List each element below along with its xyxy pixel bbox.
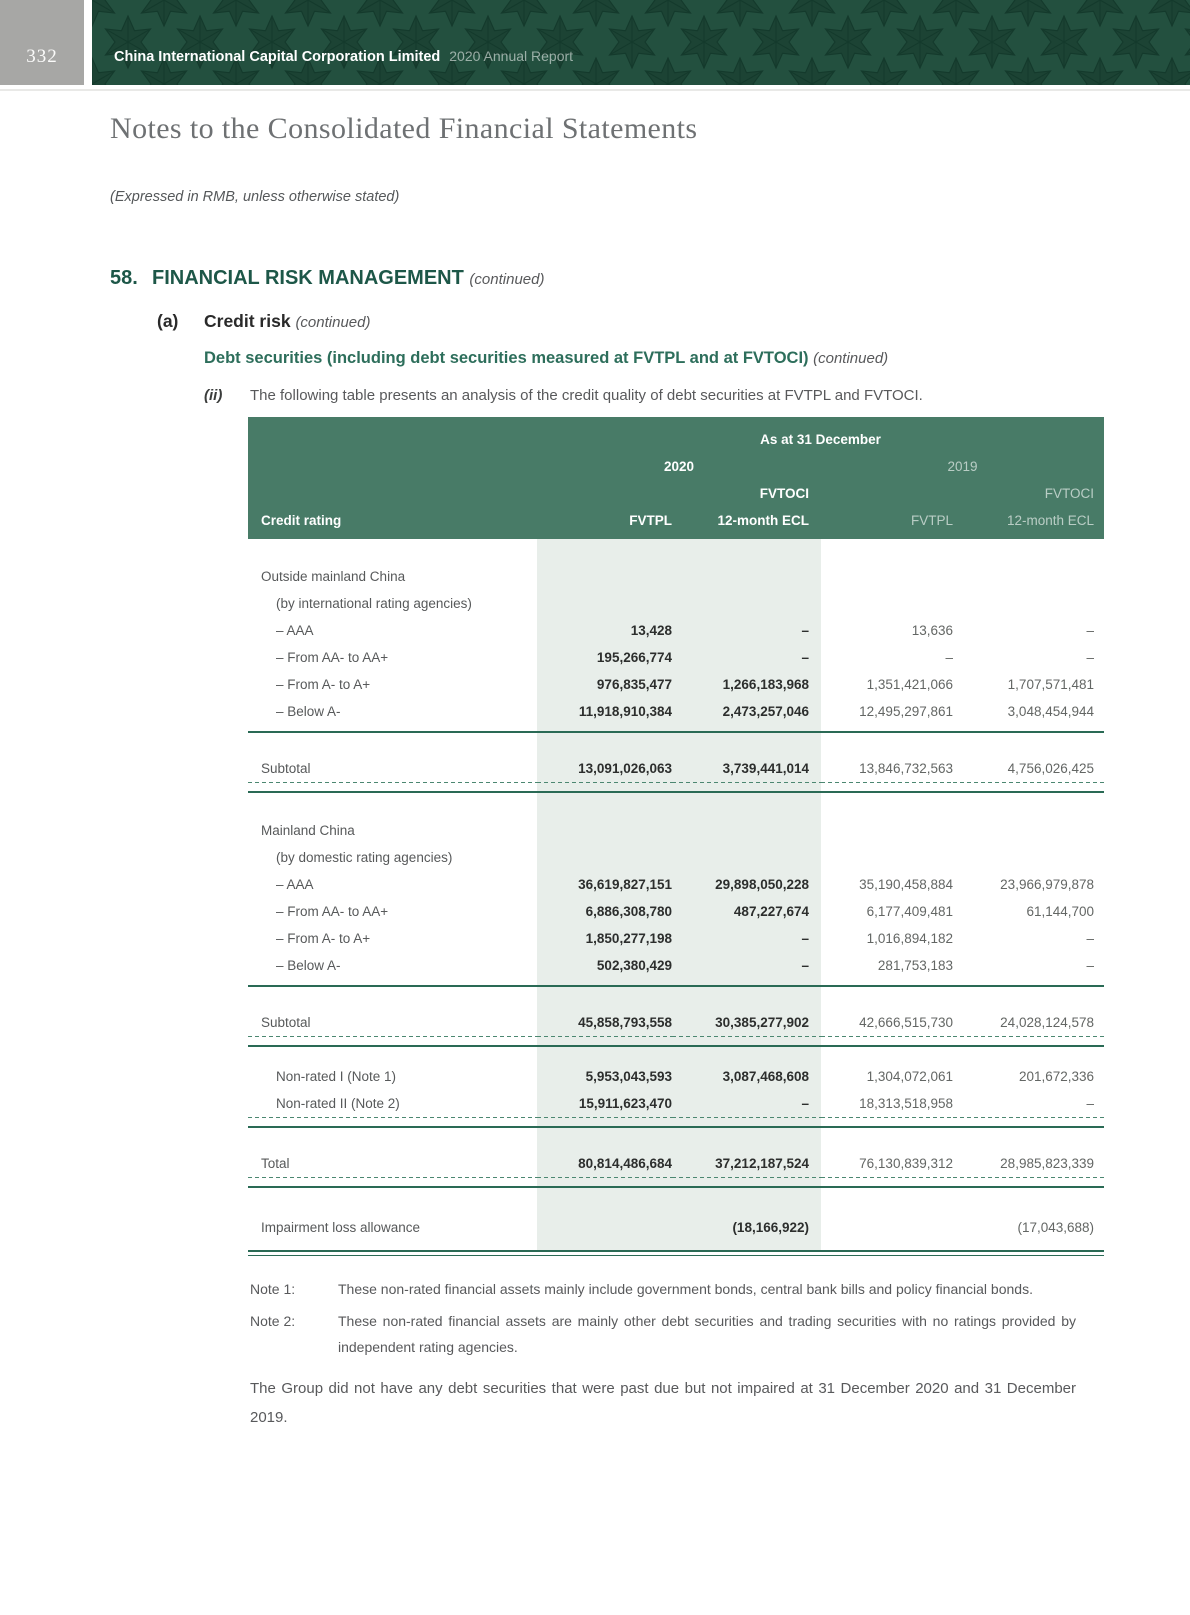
- row-value-2020-fvtpl: [537, 1187, 672, 1251]
- row-value-2020-ecl: [672, 792, 821, 844]
- table-row-below-a: [248, 952, 1104, 986]
- row-label: Total: [248, 1127, 537, 1187]
- row-value-2020-fvtpl: 502,380,429: [537, 952, 672, 986]
- table-row-subtotal: [248, 732, 1104, 792]
- page-header: [0, 0, 1190, 86]
- page-number-box: [0, 0, 84, 85]
- table-row-impairment-loss-allowance: [248, 1187, 1104, 1251]
- head-fvtoci-2020: FVTOCI: [672, 480, 821, 507]
- row-value-2020-ecl: 29,898,050,228: [715, 877, 809, 892]
- row-value-2019-fvtpl: 18,313,518,958: [821, 1090, 953, 1127]
- head-year-2019: 2019: [821, 453, 1104, 480]
- row-value-2019-fvtpl: [821, 792, 953, 844]
- report-title: 2020 Annual Report: [449, 48, 574, 64]
- row-value-2020-fvtpl: 5,953,043,593: [585, 1069, 672, 1084]
- item-ii-paragraph: [204, 387, 1190, 404]
- row-value-2019-ecl: 201,672,336: [1018, 1069, 1095, 1084]
- row-value-2019-ecl: 23,966,979,878: [1000, 877, 1095, 892]
- debt-securities-heading: [204, 349, 1190, 368]
- section-number: 58.: [110, 267, 138, 289]
- row-value-2019-ecl: –: [953, 952, 1104, 986]
- row-value-2019-ecl: 61,144,700: [1026, 904, 1095, 919]
- row-value-2020-ecl: 1,266,183,968: [722, 677, 809, 692]
- row-value-2019-fvtpl: [821, 539, 953, 590]
- company-name: China International Capital Corporation Limited: [114, 49, 441, 65]
- row-value-2020-fvtpl: 45,858,793,558: [537, 986, 672, 1046]
- row-value-2020-ecl: (18,166,922): [672, 1187, 821, 1251]
- row-value-2019-ecl: 3,048,454,944: [953, 698, 1104, 732]
- table-row-aaa: [248, 871, 1104, 898]
- debt-securities-continued: (continued): [813, 350, 889, 367]
- banner-text: [114, 48, 573, 66]
- row-value-2019-ecl: –: [1086, 931, 1095, 946]
- row-value-2019-ecl: –: [953, 1090, 1104, 1127]
- table-bottom-rule: [248, 1255, 1104, 1256]
- footnote-1: [250, 1276, 1076, 1302]
- table-row-total: [248, 1127, 1104, 1187]
- row-value-2019-ecl: 1,707,571,481: [1007, 677, 1095, 692]
- row-label: Outside mainland China: [261, 569, 406, 584]
- currency-statement: (Expressed in RMB, unless otherwise stated): [110, 189, 400, 205]
- section-heading: [110, 267, 1190, 290]
- page-number: 332: [26, 45, 58, 67]
- table-row-non-rated-i-note-1: [248, 1046, 1104, 1090]
- row-value-2019-ecl: (17,043,688): [953, 1187, 1104, 1251]
- row-value-2019-fvtpl: 13,846,732,563: [821, 732, 953, 792]
- row-value-2019-fvtpl: 1,351,421,066: [866, 677, 953, 692]
- row-label: – From AA- to AA+: [276, 904, 389, 919]
- row-value-2020-ecl: 3,087,468,608: [722, 1069, 809, 1084]
- row-value-2019-fvtpl: 1,016,894,182: [866, 931, 953, 946]
- row-value-2019-ecl: –: [1086, 650, 1095, 665]
- head-row-columns: [248, 507, 1104, 539]
- head-credit-rating: Credit rating: [248, 507, 537, 539]
- head-as-at: As at 31 December: [537, 417, 1104, 453]
- row-value-2019-fvtpl: [821, 1187, 953, 1251]
- credit-risk-title: Credit risk: [204, 311, 291, 331]
- header-banner: [92, 0, 1190, 85]
- row-value-2020-fvtpl: 13,091,026,063: [537, 732, 672, 792]
- table-row-mainland-china: [248, 792, 1104, 844]
- footnotes: [250, 1276, 1076, 1360]
- table-row-by-domestic-rating-agencies: [248, 844, 1104, 871]
- credit-table-body: [248, 539, 1104, 1251]
- table-row-below-a: [248, 698, 1104, 732]
- row-value-2020-fvtpl: 80,814,486,684: [537, 1127, 672, 1187]
- row-value-2020-ecl: –: [672, 1090, 821, 1127]
- head-row-years: [248, 453, 1104, 480]
- row-value-2020-ecl: 37,212,187,524: [672, 1127, 821, 1187]
- row-value-2020-ecl: 30,385,277,902: [672, 986, 821, 1046]
- table-row-from-aa-to-aa: [248, 898, 1104, 925]
- row-value-2019-ecl: [953, 539, 1104, 590]
- row-value-2020-ecl: 487,227,674: [733, 904, 809, 919]
- row-value-2019-fvtpl: 1,304,072,061: [866, 1069, 953, 1084]
- section-continued: (continued): [469, 271, 545, 288]
- row-label: Non-rated II (Note 2): [248, 1090, 537, 1127]
- table-row-from-a-to-a: [248, 671, 1104, 698]
- head-row-asat: [248, 417, 1104, 453]
- row-value-2019-ecl: [953, 844, 1104, 871]
- row-value-2019-fvtpl: 42,666,515,730: [821, 986, 953, 1046]
- table-row-non-rated-ii-note-2: [248, 1090, 1104, 1127]
- credit-risk-heading: [157, 311, 1190, 332]
- row-value-2019-fvtpl: 35,190,458,884: [859, 877, 953, 892]
- row-value-2019-fvtpl: 6,177,409,481: [866, 904, 953, 919]
- row-value-2019-fvtpl: 12,495,297,861: [821, 698, 953, 732]
- table-row-outside-mainland-china: [248, 539, 1104, 590]
- row-label: – Below A-: [248, 698, 537, 732]
- row-label: Impairment loss allowance: [248, 1187, 537, 1251]
- row-value-2020-fvtpl: 15,911,623,470: [537, 1090, 672, 1127]
- row-value-2020-fvtpl: 11,918,910,384: [537, 698, 672, 732]
- document-title: Notes to the Consolidated Financial Statements: [110, 112, 698, 145]
- section-title: FINANCIAL RISK MANAGEMENT: [152, 267, 464, 289]
- row-value-2019-ecl: [953, 590, 1104, 617]
- row-value-2019-fvtpl: 13,636: [911, 623, 953, 638]
- head-fvtoci-2019: FVTOCI: [953, 480, 1104, 507]
- item-ii-marker: (ii): [204, 387, 223, 404]
- row-value-2019-ecl: –: [1086, 623, 1095, 638]
- row-value-2020-fvtpl: [537, 792, 672, 844]
- footnote-2: [250, 1308, 1076, 1360]
- row-label: Mainland China: [261, 823, 355, 838]
- head-fvtpl-2020: FVTPL: [537, 507, 672, 539]
- row-value-2019-ecl: 24,028,124,578: [953, 986, 1104, 1046]
- table-row-subtotal: [248, 986, 1104, 1046]
- row-label: – From A- to A+: [276, 677, 371, 692]
- head-ecl-2020: 12-month ECL: [672, 507, 821, 539]
- closing-paragraph: The Group did not have any debt securities that were past due but not impaired at 31 December 2020 and 31 December 2019.: [250, 1380, 1076, 1426]
- credit-quality-table-wrap: [248, 417, 1104, 1256]
- head-year-2020: 2020: [537, 453, 821, 480]
- row-value-2020-fvtpl: 976,835,477: [596, 677, 672, 692]
- row-value-2020-fvtpl: 36,619,827,151: [578, 877, 672, 892]
- head-fvtpl-2019: FVTPL: [821, 507, 953, 539]
- row-value-2019-fvtpl: [821, 844, 953, 871]
- row-value-2020-fvtpl: [537, 590, 672, 617]
- row-label: (by international rating agencies): [276, 596, 472, 611]
- row-value-2019-fvtpl: [821, 590, 953, 617]
- row-label: Non-rated I (Note 1): [276, 1069, 397, 1084]
- row-value-2020-ecl: [672, 539, 821, 590]
- row-label: – AAA: [276, 623, 314, 638]
- row-value-2019-ecl: 28,985,823,339: [953, 1127, 1104, 1187]
- banner-pattern-icon: [92, 0, 1190, 85]
- row-value-2019-fvtpl: –: [945, 650, 953, 665]
- table-row-from-aa-to-aa: [248, 644, 1104, 671]
- row-value-2019-ecl: [953, 792, 1104, 844]
- row-value-2020-ecl: 3,739,441,014: [672, 732, 821, 792]
- row-value-2019-ecl: 4,756,026,425: [953, 732, 1104, 792]
- row-label: – AAA: [276, 877, 314, 892]
- page-content: [0, 91, 1190, 1432]
- row-label: – From AA- to AA+: [276, 650, 389, 665]
- table-head: [248, 417, 1104, 539]
- row-value-2020-ecl: 2,473,257,046: [672, 698, 821, 732]
- item-ii-text: The following table presents an analysis of the credit quality of debt securities at FVTPL and FVTOCI.: [250, 387, 923, 404]
- row-value-2020-fvtpl: 6,886,308,780: [585, 904, 672, 919]
- row-value-2020-ecl: [672, 844, 821, 871]
- debt-securities-title: Debt securities (including debt securities measured at FVTPL and at FVTOCI): [204, 349, 809, 367]
- credit-risk-continued: (continued): [295, 314, 371, 331]
- row-value-2020-fvtpl: 195,266,774: [596, 650, 672, 665]
- row-value-2020-ecl: –: [801, 623, 809, 638]
- row-label: (by domestic rating agencies): [276, 850, 453, 865]
- row-value-2019-fvtpl: 281,753,183: [821, 952, 953, 986]
- credit-quality-table: [248, 417, 1104, 1252]
- row-label: Subtotal: [248, 732, 537, 792]
- row-value-2020-fvtpl: 1,850,277,198: [585, 931, 672, 946]
- footnote-1-label: Note 1:: [250, 1281, 296, 1297]
- row-label: Subtotal: [248, 986, 537, 1046]
- row-value-2020-fvtpl: [537, 539, 672, 590]
- table-row-by-international-rating-agencies: [248, 590, 1104, 617]
- row-value-2020-ecl: –: [801, 650, 809, 665]
- footnote-2-label: Note 2:: [250, 1313, 296, 1329]
- row-value-2020-ecl: –: [801, 931, 809, 946]
- head-ecl-2019: 12-month ECL: [953, 507, 1104, 539]
- row-label: – From A- to A+: [276, 931, 371, 946]
- footnote-2-text: These non-rated financial assets are mainly other debt securities and trading securities with no ratings provided by independent rating agencies.: [338, 1313, 1076, 1355]
- credit-risk-marker: (a): [157, 311, 179, 331]
- row-value-2020-ecl: [672, 590, 821, 617]
- row-value-2020-fvtpl: 13,428: [630, 623, 672, 638]
- head-row-fvtoci: [248, 480, 1104, 507]
- table-row-aaa: [248, 617, 1104, 644]
- row-value-2020-fvtpl: [537, 844, 672, 871]
- row-label: – Below A-: [248, 952, 537, 986]
- row-value-2019-fvtpl: 76,130,839,312: [821, 1127, 953, 1187]
- table-row-from-a-to-a: [248, 925, 1104, 952]
- row-value-2020-ecl: –: [672, 952, 821, 986]
- footnote-1-text: These non-rated financial assets mainly include government bonds, central bank bills and policy financial bonds.: [338, 1281, 1033, 1297]
